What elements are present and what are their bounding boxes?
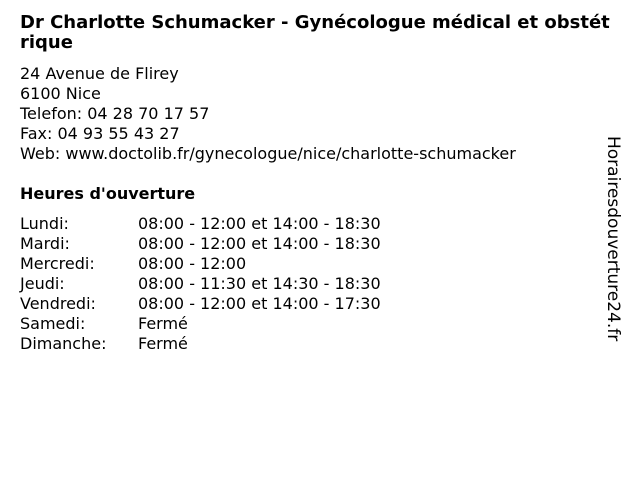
site-watermark: Horairesdouverture24.fr [603, 136, 623, 342]
day-label: Samedi: [20, 314, 86, 333]
hours-row-sunday [20, 334, 381, 354]
hours-row-friday [20, 294, 381, 314]
opening-hours-table [20, 214, 381, 354]
fax-number: Fax: 04 93 55 43 27 [20, 124, 180, 143]
day-hours: 08:00 - 12:00 et 14:00 - 17:30 [138, 294, 381, 313]
day-label: Jeudi: [20, 274, 65, 293]
day-label: Vendredi: [20, 294, 96, 313]
day-label: Mardi: [20, 234, 70, 253]
hours-row-tuesday [20, 234, 381, 254]
page-title: Dr Charlotte Schumacker - Gynécologue médical et obstétrique [20, 12, 610, 53]
day-hours: 08:00 - 12:00 et 14:00 - 18:30 [138, 234, 381, 253]
hours-row-thursday [20, 274, 381, 294]
day-hours: Fermé [138, 314, 188, 333]
phone-number: Telefon: 04 28 70 17 57 [20, 104, 210, 123]
hours-row-monday [20, 214, 381, 234]
opening-hours-heading: Heures d'ouverture [20, 184, 196, 203]
day-hours: 08:00 - 12:00 et 14:00 - 18:30 [138, 214, 381, 233]
day-hours: Fermé [138, 334, 188, 353]
address-street: 24 Avenue de Flirey [20, 64, 179, 83]
website-link: Web: www.doctolib.fr/gynecologue/nice/charlotte-schumacker [20, 144, 516, 163]
day-hours: 08:00 - 12:00 [138, 254, 247, 273]
day-label: Mercredi: [20, 254, 95, 273]
hours-row-wednesday [20, 254, 381, 274]
contact-block [20, 64, 516, 164]
hours-row-saturday [20, 314, 381, 334]
day-label: Lundi: [20, 214, 69, 233]
address-city: 6100 Nice [20, 84, 101, 103]
day-label: Dimanche: [20, 334, 107, 353]
day-hours: 08:00 - 11:30 et 14:30 - 18:30 [138, 274, 381, 293]
